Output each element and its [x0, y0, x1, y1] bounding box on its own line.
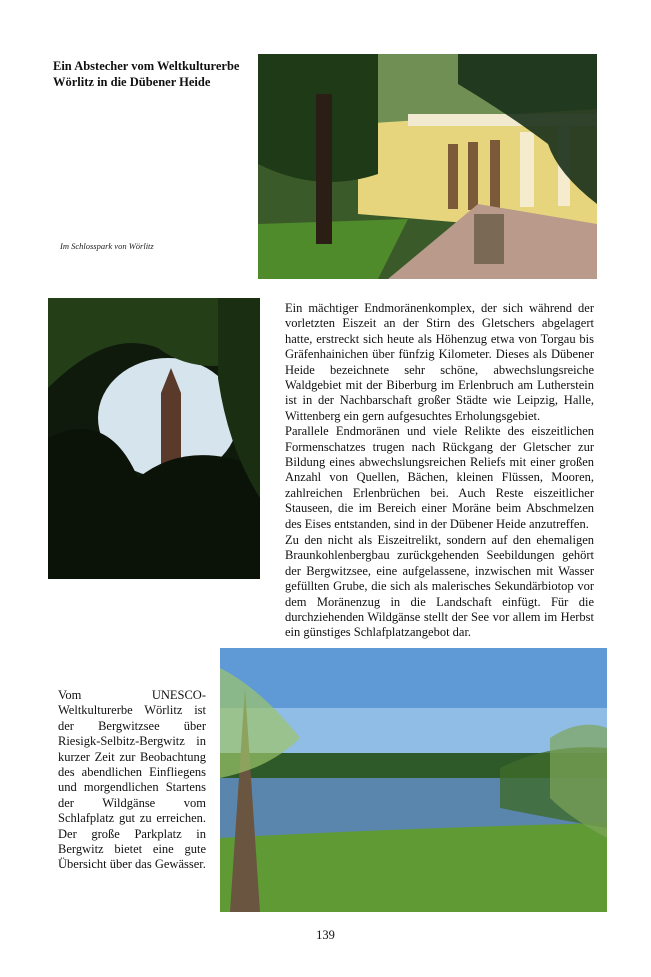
photo-caption: Im Schlosspark von Wörlitz	[60, 241, 154, 251]
paragraph-3: Zu den nicht als Eiszeitrelikt, sondern auf den ehemaligen Braunkohlenbergbau zurückgehenden Seebildungen gehört der Bergwitzsee, eine aufgelassene, inzwischen mit Wasser gefüllten Grube, die sich als malerisches Sekundärbiotop vor dem Moränenzug in die Landschaft einfügt. Für die durchziehenden Wildgänse stellt der See vor allem im Herbst ein günstiges Schlafplatzangebot dar.	[285, 533, 594, 640]
page-number: 139	[316, 928, 335, 942]
side-text-block: Vom UNESCO-Weltkulturerbe Wörlitz ist der Bergwitzsee über Riesigk-Selbitz-Bergwitz in kurzer Zeit zur Beobachtung des abendlichen Einfliegens und morgendlichen Startens der Wildgänse vom Schlafplatz gut zu erreichen. Der große Parkplatz in Bergwitz bietet eine gute Übersicht über das Gewässer.	[58, 688, 206, 872]
paragraph-1: Ein mächtiger Endmoränenkomplex, der sich während der vorletzten Eiszeit an der Stirn des Gletschers abgelagert hatte, erstreckt sich heute als Höhenzug etwa von Torgau bis Gräfenhainichen über fünfzig Kilometer. Dieses als Dübener Heide bezeichnete sehr schöne, abwechslungsreiche Waldgebiet mit der Biberburg im Erlenbruch am Lutherstein ist in der Nachbarschaft großer Städte wie Leipzig, Halle, Wittenberg ein gern aufgesuchtes Erholungsgebiet.	[285, 301, 594, 423]
lake-photo	[220, 648, 607, 912]
body-text-block-2	[285, 533, 594, 641]
body-text-block	[285, 301, 594, 532]
paragraph-2: Parallele Endmoränen und viele Relikte des eiszeitlichen Formenschatzes trugen nach Rückgang der Gletscher zur Bildung eines abwechslungsreichen Reliefs mit einer großen Anzahl von Quellen, Bächen, kleinen Flüssen, Mooren, zahlreichen Erlenbrüchen bei. Auch Reste eiszeitlicher Stauseen, die im Bereich einer Moräne beim Abschmelzen des Eises entstanden, sind in der Dübener Heide anzutreffen.	[285, 424, 594, 531]
forest-tower-photo	[48, 298, 260, 579]
palace-photo	[258, 54, 597, 279]
article-heading: Ein Abstecher vom Weltkulturerbe Wörlitz in die Dübener Heide	[53, 59, 240, 89]
